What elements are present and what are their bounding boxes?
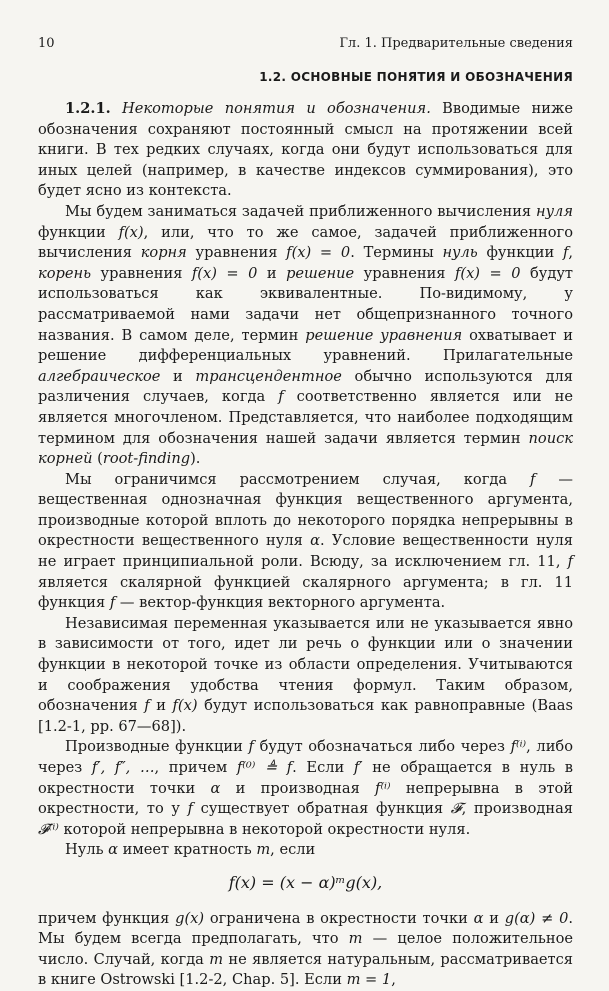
text-span: . Мы будем всегда предполагать, что xyxy=(38,909,574,948)
math: f′, f″, … xyxy=(91,759,155,776)
subsection-title: Некоторые понятия и обозначения. xyxy=(122,100,431,117)
text-span xyxy=(111,100,122,117)
math: f⁽ⁱ⁾ xyxy=(510,738,527,756)
paragraph-6 xyxy=(38,840,573,861)
term: поиск корней xyxy=(38,429,573,468)
text-span: имеет кратность xyxy=(118,841,257,859)
math: f⁽ⁱ⁾ xyxy=(375,779,391,797)
math: f(x) xyxy=(118,223,144,241)
term: root-finding xyxy=(102,450,191,468)
text-span: и xyxy=(160,367,196,385)
text-span: и xyxy=(257,264,287,282)
paragraph-1 xyxy=(38,99,573,202)
text-span: функции xyxy=(38,223,119,241)
math: α xyxy=(210,779,221,797)
text-span: , или, что то же самое, задачей приближенного вычисления xyxy=(38,223,573,262)
text-span: — вещественная однозначная функция вещественного аргумента, производные которой вплоть до некоторого порядка непрерывны в окрестности вещественного нуля xyxy=(38,470,574,550)
text-span: и производная xyxy=(220,779,376,797)
text-span: ( xyxy=(92,450,103,468)
text-span: будут обозначаться либо через xyxy=(253,738,511,756)
math: f xyxy=(144,697,150,715)
paragraph-4 xyxy=(38,614,573,738)
term: корня xyxy=(140,244,187,262)
math: m xyxy=(209,950,224,968)
text-span: . Если xyxy=(292,759,354,776)
math: f(x) = 0 xyxy=(286,244,351,262)
text-span: Производные функции xyxy=(65,738,249,756)
text-span: охватывает и решение дифференциальных уравнений. Прилагательные xyxy=(38,326,573,365)
paragraph-3 xyxy=(38,470,573,614)
math: f xyxy=(187,800,194,818)
text-span: , xyxy=(568,244,573,262)
math: f(x) = 0 xyxy=(454,264,521,282)
text-span: , производная xyxy=(461,800,573,818)
display-formula: f(x) = (x − α)ᵐg(x), xyxy=(228,872,383,892)
page-number: 10 xyxy=(38,36,55,51)
text-span: которой непрерывна в некоторой окрестности нуля. xyxy=(58,820,471,838)
math: α xyxy=(310,532,320,550)
text-span: Мы ограничимся рассмотрением случая, когда xyxy=(65,470,531,488)
math: f xyxy=(567,553,573,571)
term: трансцендентное xyxy=(195,367,342,385)
math: f xyxy=(562,244,569,262)
math: f(x) xyxy=(172,697,198,715)
text-span: будут использоваться как эквивалентные. По-видимому, у рассматриваемой нами задачи нет общепризнанного точного названия. В самом деле, термин xyxy=(38,264,573,344)
text-span: Независимая переменная указывается или не указывается явно в зависимости от того, идет ли речь о функции или о значении функции в некоторой точке из области определения. Учитываются и соображения удобства чтения формул. Таким образом, обозначения xyxy=(38,614,573,715)
math: m = 1 xyxy=(346,971,392,989)
math: 𝓕⁽ⁱ⁾ xyxy=(38,820,59,838)
text-span: функции xyxy=(477,244,563,262)
math: f xyxy=(530,470,536,488)
text-span: обычно используются для различения случаев, когда xyxy=(38,367,573,406)
math: f(x) = 0 xyxy=(191,264,258,282)
term: нуль xyxy=(442,244,478,262)
math: g(x) xyxy=(175,909,205,927)
math: f xyxy=(248,738,254,756)
math: f xyxy=(278,388,284,406)
text-span: и xyxy=(149,697,173,715)
term: алгебраическое xyxy=(38,367,161,385)
math: f⁽⁰⁾ ≜ f xyxy=(236,759,293,776)
paragraph-5 xyxy=(38,737,573,840)
text-span: , причем xyxy=(154,759,237,776)
text-span: причем функция xyxy=(38,909,176,927)
text-span: уравнения xyxy=(186,244,287,262)
text-span: уравнения xyxy=(354,264,455,282)
text-span: Нуль xyxy=(65,841,109,859)
text-span: , либо через xyxy=(38,738,574,776)
subsection-number: 1.2.1. xyxy=(65,100,111,117)
text-span: . Условие вещественности нуля не играет принципиальной роли. Всюду, за исключением гл. 11, xyxy=(38,532,573,571)
math: m xyxy=(256,841,271,859)
math: α xyxy=(108,841,119,859)
text-span: непрерывна в этой окрестности, то у xyxy=(38,779,573,818)
text-span: будут использоваться как равноправные (Baas [1.2-1, pp. 67—68]). xyxy=(38,697,573,735)
text-span: , если xyxy=(270,841,316,859)
text-span: Мы будем заниматься задачей приближенного вычисления xyxy=(65,202,536,220)
text-span: является скалярной функцией скалярного аргумента; в гл. 11 функция xyxy=(38,573,573,612)
display-formula-row xyxy=(38,873,573,895)
text-span: ограничена в окрестности точки xyxy=(204,909,474,927)
math: f xyxy=(109,594,116,612)
text-span: не обращается в нуль в окрестности точки xyxy=(38,759,574,797)
body-text xyxy=(38,99,573,991)
math: α xyxy=(473,909,484,927)
page-header xyxy=(38,36,573,56)
text-span: существует обратная функция xyxy=(193,800,451,818)
text-span: не является натуральным, рассматривается в книге Ostrowski [1.2-2, Chap. 5]. Если xyxy=(38,950,574,989)
math: 𝓕 xyxy=(450,800,462,818)
math: g(α) ≠ 0 xyxy=(504,909,569,927)
text-span: — вектор-функция векторного аргумента. xyxy=(115,594,446,612)
term: корень xyxy=(38,264,92,282)
text-span: и xyxy=(483,909,505,927)
term: решение уравнения xyxy=(305,326,463,344)
term: решение xyxy=(286,264,355,282)
running-head: Гл. 1. Предварительные сведения xyxy=(339,36,573,51)
text-span: Вводимые ниже обозначения сохраняют постоянный смысл на протяжении всей книги. В тех редких случаях, когда они будут использоваться для иных целей (например, в качестве индексов суммирования), это будет ясно из контекста. xyxy=(38,100,574,200)
paragraph-2 xyxy=(38,202,573,470)
math: m xyxy=(348,930,363,948)
text-span: уравнения xyxy=(91,264,192,282)
term: нуля xyxy=(535,202,573,220)
section-title: 1.2. ОСНОВНЫЕ ПОНЯТИЯ И ОБОЗНАЧЕНИЯ xyxy=(259,70,573,84)
text-span: ). xyxy=(190,450,201,468)
text-span: соответственно является или не является многочленом. Представляется, что наиболее подходящим термином для обозначения нашей задачи является термин xyxy=(38,388,573,447)
text-span: , xyxy=(391,971,396,989)
text-span: — целое положительное число. Случай, когда xyxy=(38,930,573,968)
math: f′ xyxy=(353,759,363,776)
text-span: . Термины xyxy=(350,244,443,262)
